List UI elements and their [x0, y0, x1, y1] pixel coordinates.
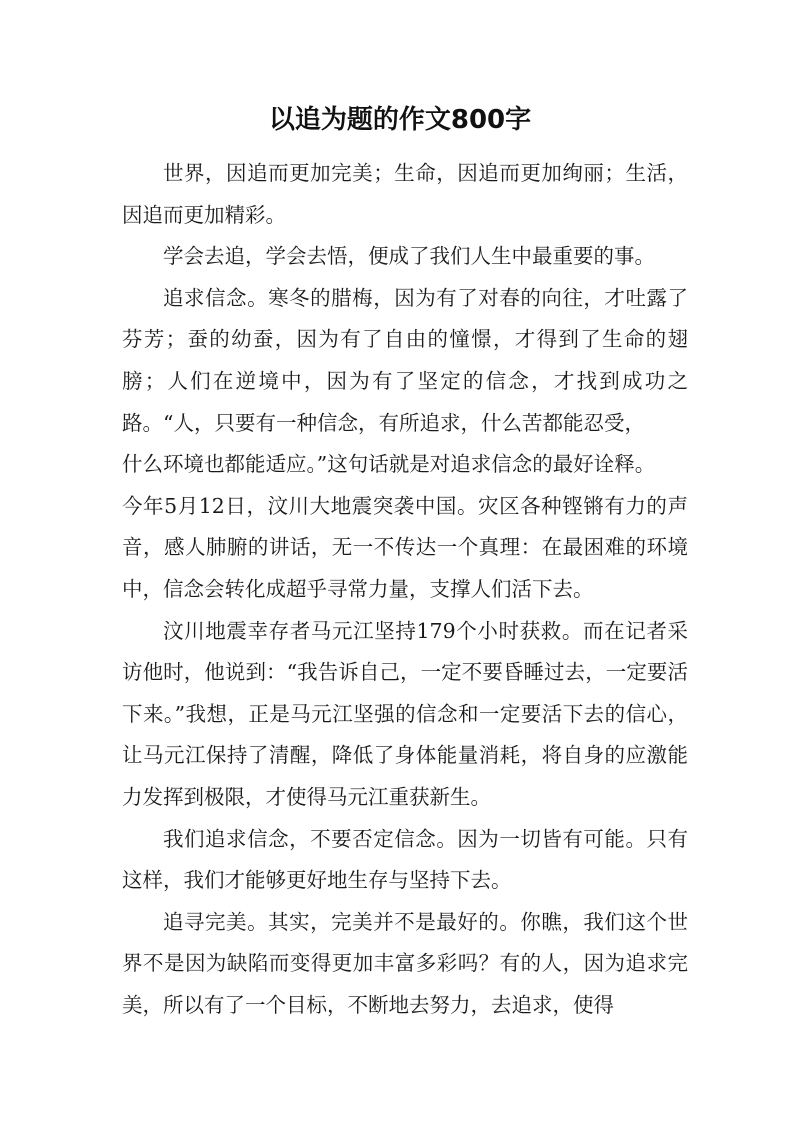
paragraph-4: 今年5月12日，汶川大地震突袭中国。灾区各种铿锵有力的声音，感人肺腑的讲话，无一不传达一个真理：在最困难的环境中，信念会转化成超乎寻常力量，支撑人们活下去。 — [122, 493, 688, 601]
paragraph-5: 汶川地震幸存者马元江坚持179个小时获救。而在记者采访他时，他说到：“我告诉自己，一定不要昏睡过去，一定要活下来。”我想，正是马元江坚强的信念和一定要活下去的信心，让马元江保持了清醒，降低了身体能量消耗，将自身的应激能力发挥到极限，才使得马元江重获新生。 — [122, 618, 688, 809]
paragraph-3: 追求信念。寒冬的腊梅，因为有了对春的向往，才吐露了芬芳；蚕的幼蚕，因为有了自由的憧憬，才得到了生命的翅膀；人们在逆境中，因为有了坚定的信念，才找到成功之路。“人，只要有一种信念，有所追求，什么苦都能忍受， — [122, 285, 688, 435]
essay-body — [122, 153, 688, 1026]
paragraph-1: 世界，因追而更加完美；生命，因追而更加绚丽；生活，因追而更加精彩。 — [122, 161, 688, 227]
page-title: 以追为题的作文800字 — [268, 105, 532, 135]
paragraph-6: 我们追求信念，不要否定信念。因为一切皆有可能。只有这样，我们才能够更好地生存与坚持下去。 — [122, 826, 688, 893]
paragraph-3-continued: 什么环境也都能适应。”这句话就是对追求信念的最好诠释。 — [122, 452, 656, 477]
paragraph-2: 学会去追，学会去悟，便成了我们人生中最重要的事。 — [163, 244, 655, 269]
paragraph-7: 追寻完美。其实，完美并不是最好的。你瞧，我们这个世界不是因为缺陷而变得更加丰富多彩吗？有的人，因为追求完美，所以有了一个目标，不断地去努力，去追求，使得 — [122, 909, 688, 1017]
